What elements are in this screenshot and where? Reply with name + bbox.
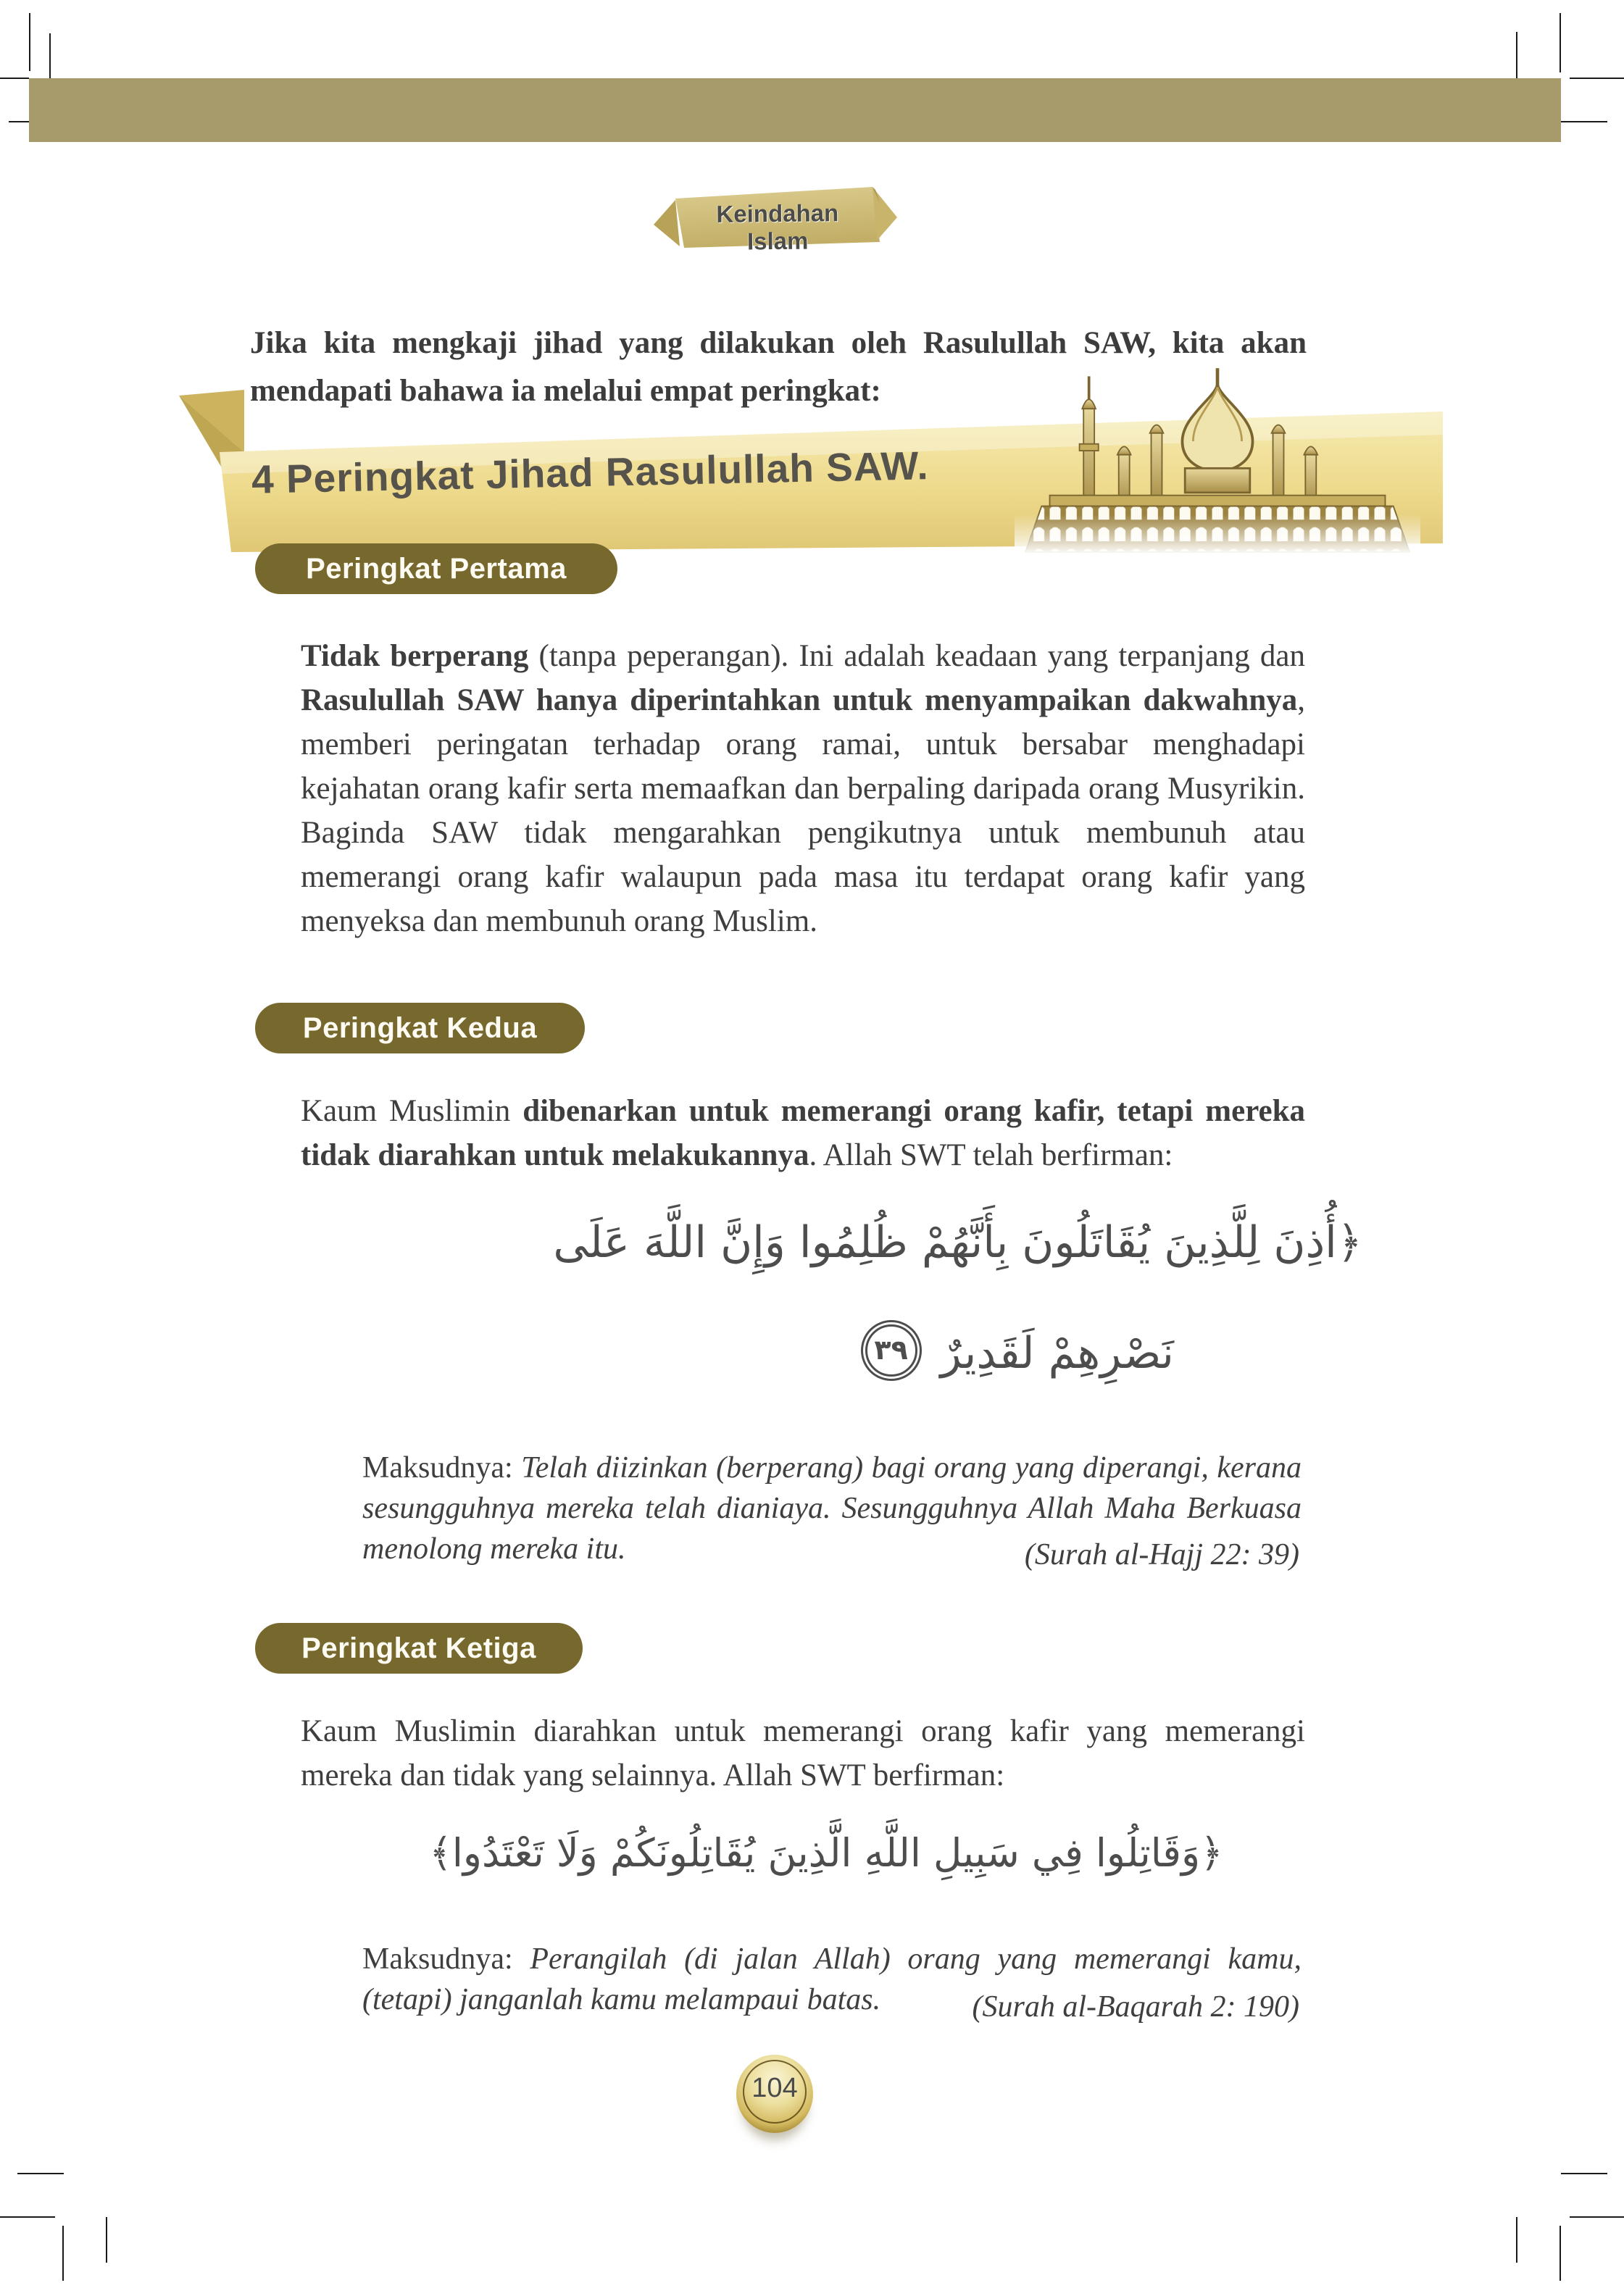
badge-peringkat-kedua: Peringkat Kedua <box>255 1003 585 1053</box>
crop-mark <box>106 2217 107 2263</box>
crop-mark <box>1560 13 1561 72</box>
crop-mark <box>17 2173 64 2174</box>
crop-mark <box>1561 2173 1607 2174</box>
chapter-tab-label: Keindahan Islam <box>716 199 839 255</box>
badge-peringkat-ketiga: Peringkat Ketiga <box>255 1623 583 1674</box>
paragraph-peringkat-ketiga: Kaum Muslimin diarahkan untuk memerangi orang kafir yang memerangi mereka dan tidak yang selainnya. Allah SWT berfirman: <box>301 1714 1305 1792</box>
crop-mark <box>9 121 29 122</box>
intro-paragraph: Jika kita mengkaji jihad yang dilakukan oleh Rasulullah SAW, kita akan mendapati bahawa ia melalui empat peringkat: <box>250 326 1307 408</box>
crop-mark <box>62 2226 64 2281</box>
mosque-illustration <box>1015 368 1420 555</box>
crop-mark <box>49 33 51 78</box>
crop-mark <box>0 78 29 79</box>
mosque-minaret <box>1080 376 1099 506</box>
translation-text: Telah diizinkan (berperang) bagi orang yang diperangi, kerana sesungguhnya mereka telah dianiaya. Sesungguhnya Allah Maha Berkuasa menolong mereka itu. <box>362 1451 1302 1566</box>
crop-mark <box>1570 2216 1624 2218</box>
crop-mark <box>0 2216 55 2218</box>
page-number-badge <box>736 2055 813 2133</box>
text-segment: Kaum Muslimin <box>301 1094 523 1128</box>
crop-mark <box>1516 2217 1517 2263</box>
citation-surah-al-hajj: (Surah al-Hajj 22: 39) <box>1024 1538 1299 1571</box>
crop-mark <box>1516 32 1517 78</box>
quran-verse-hajj-line1: ﴿أُذِنَ لِلَّذِينَ يُقَاتَلُونَ بِأَنَّهُمْ ظُلِمُوا وَإِنَّ اللَّهَ عَلَى <box>553 1217 1362 1268</box>
verse-end-rosette: ٣٩ <box>861 1320 922 1381</box>
banner-title: 4 Peringkat Jihad Rasulullah SAW. <box>251 443 930 502</box>
crop-mark <box>1570 78 1624 79</box>
paragraph-peringkat-pertama <box>301 634 1305 943</box>
page-top-band <box>29 78 1561 142</box>
crop-mark <box>1560 121 1607 122</box>
text-segment: , memberi peringatan terhadap orang ramai, untuk bersabar menghadapi kejahatan orang kafir serta memaafkan dan berpaling daripada orang Musyrikin. Baginda SAW tidak mengarahkan pengikutnya untuk membunuh atau memerangi orang kafir walaupun pada masa itu terdapat orang kafir yang menyeksa dan membunuh orang Muslim. <box>301 683 1305 938</box>
mosque-dome <box>1182 368 1252 493</box>
translation-label: Maksudnya: <box>362 1451 513 1485</box>
crop-mark <box>29 13 30 71</box>
spacer <box>513 1451 522 1485</box>
quran-verse-hajj-line2 <box>406 1303 1174 1404</box>
spacer <box>513 1942 530 1976</box>
text-segment-bold: dibenarkan untuk memerangi orang kafir, tetapi mereka tidak diarahkan untuk melakukannya <box>301 1094 1305 1172</box>
paragraph-peringkat-kedua <box>301 1089 1305 1177</box>
verse-text: نَصْرِهِمْ لَقَدِيرٌ <box>940 1328 1174 1379</box>
crop-mark <box>1560 2226 1561 2281</box>
quran-verse-baqarah: ﴿وَقَاتِلُوا فِي سَبِيلِ اللَّهِ الَّذِينَ يُقَاتِلُونَكُمْ وَلَا تَعْتَدُوا﴾ <box>429 1830 1223 1876</box>
text-segment-bold: Rasulullah SAW hanya diperintahkan untuk menyampaikan dakwahnya <box>301 683 1298 717</box>
text-segment: . Allah SWT telah berfirman: <box>809 1138 1173 1172</box>
translation-label: Maksudnya: <box>362 1942 513 1976</box>
badge-peringkat-pertama: Peringkat Pertama <box>255 543 617 594</box>
text-segment: (tanpa peperangan). Ini adalah keadaan yang terpanjang dan <box>528 639 1305 673</box>
chapter-tab-ribbon <box>654 183 899 254</box>
page-number: 104 <box>751 2072 798 2103</box>
citation-surah-al-baqarah: (Surah al-Baqarah 2: 190) <box>972 1990 1299 2024</box>
translation-text: Perangilah (di jalan Allah) orang yang memerangi kamu, (tetapi) janganlah kamu melampaui batas. <box>362 1942 1302 2016</box>
text-segment-bold: Tidak berperang <box>301 639 529 673</box>
